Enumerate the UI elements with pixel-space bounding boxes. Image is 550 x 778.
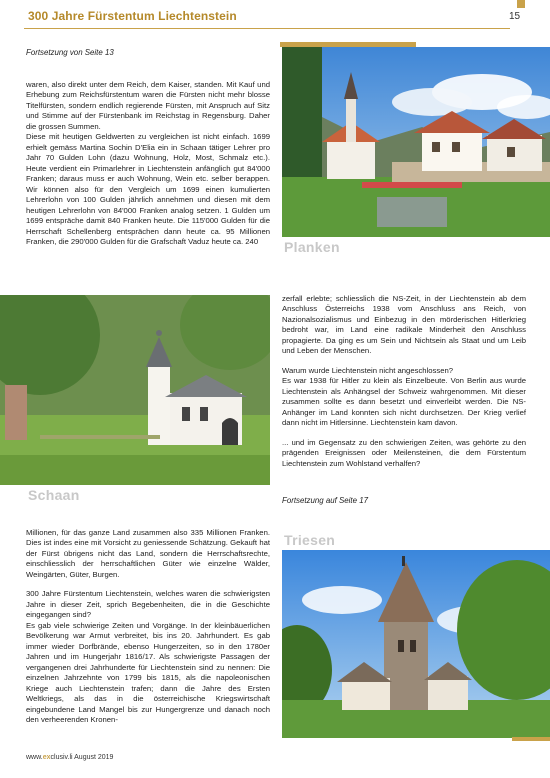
article-column-2 bbox=[282, 294, 526, 469]
footer-url-prefix: www. bbox=[26, 754, 43, 761]
header-rule bbox=[24, 28, 510, 29]
continued-on-note: Fortsetzung auf Seite 17 bbox=[282, 496, 368, 505]
paragraph: Millionen, für das ganze Land zusammen also 335 Millionen Franken. Dies ist indes eine mit Vorsicht zu geniessende Schätzung. Gekauft hat der Fürst übrigens nicht das Land, sondern die Herrschaftsrechte, einschliesslich der herrschaftlichen Güter wie einzelne Wälder, Weingärten, Güter, Burgen. bbox=[26, 528, 270, 579]
paragraph: waren, also direkt unter dem Reich, dem Kaiser, standen. Mit Kauf und Erhebung zum Reichsfürstentum waren die Fürsten nicht mehr blosse Titelfürsten, sondern endlich regierende Fürsten, mit Anspruch auf Sitz und Stimme auf der Fürstenbank im Reichstag in Regensburg. Daher die grossen Summen. bbox=[26, 80, 270, 131]
question-paragraph: ... und im Gegensatz zu den schwierigen Zeiten, was gehörte zu den prägenden Ereignissen oder Meilensteinen, die dem Fürstentum Liechtenstein zum Wohlstand verhalfen? bbox=[282, 437, 526, 468]
schaan-photo bbox=[0, 295, 270, 485]
page-number: 15 bbox=[509, 11, 521, 22]
footer-url-brand: ex bbox=[42, 754, 51, 761]
footer-url-rest: clusiv.li bbox=[50, 754, 73, 761]
running-header-title: 300 Jahre Fürstentum Liechtenstein bbox=[28, 9, 237, 23]
subheading-question: Warum wurde Liechtenstein nicht angeschlossen? bbox=[282, 365, 454, 375]
triesen-photo bbox=[282, 550, 550, 738]
planken-photo bbox=[282, 47, 550, 237]
paragraph: Es war 1938 für Hitler zu klein als Einzelbeute. Von Berlin aus wurde Liechtenstein als Anhängsel der Schweiz wahrgenommen. Mit dieser zusammen sollte es dann besetzt und einverleibt werden. Die NS-Anhänger im Land konnten sich nicht durchsetzen. Der Krieg verlief dann nicht im Hitlersinne. Liechtenstein kam davon. bbox=[282, 376, 526, 428]
page-corner-tab bbox=[517, 0, 525, 8]
article-column-1-top bbox=[26, 80, 270, 248]
photo-caption-schaan: Schaan bbox=[28, 487, 80, 503]
paragraph: zerfall erlebte; schliesslich die NS-Zeit, in der Liechtenstein ab dem Anschluss Österreichs 1938 vom Anschluss ans Reich, von Nazionalsozialismus und Einbezug in den mörderischen Hitlerkrieg bedroht war, im Land eine radikale Minderheit den Anschluss propagierte. Da ging es um Sein und Nichtsein als Staat und um Leib und Leben der Menschen. bbox=[282, 294, 526, 356]
paragraph: Es gab viele schwierige Zeiten und Vorgänge. In der kleinbäuerlichen Bevölkerung war Armut verbreitet, bis ins 20. Jahrhundert. Es gab immer wieder Dorfbrände, ebenso Hungerzeiten, so in den 1780er Jahren und im Hungerjahr 1816/17. Als schwierigste Passagen der vergangenen drei Jahrhunderte für Liechtenstein sind zu nennen: Die einzelnen Jahrzehnte von 1799 bis 1815, als die napoleonischen Kriege auch Liechtenstein trafen; dann die Jahre des Ersten Weltkriegs, als das in die österreichische Kriegswirtschaft eingebundene Land Mangel bis zur Hungergrenze und danach noch den verheerenden Kronen- bbox=[26, 620, 270, 724]
question-paragraph: 300 Jahre Fürstentum Liechtenstein, welches waren die schwierigsten Jahre in dieser Zeit, sprich Begebenheiten, die in die Geschichte eingegangen sind? bbox=[26, 589, 270, 620]
page-footer bbox=[26, 754, 113, 761]
paragraph: Diese mit heutigen Geldwerten zu vergleichen ist nicht einfach. 1699 erhielt gemäss Martina Sochin D'Elia ein in Schaan tätiger Lehrer pro Jahr 70 Gulden Lohn (dazu Wohnung, Holz, Most, Schmalz etc.). Heute verdient ein Primarlehrer in Liechtenstein anfänglich gut 84'000 Franken; daraus muss er auch Wohnung, Wein etc. selber berappen. Wir können also für den Vergleich um 1699 einen kumulierten Lehrerlohn von 100 Gulden jährlich annehmen und diesen mit dem heutigen Lehrerlohn von 84'000 Franken analog setzen. 1 Gulden um 1699 entspräche damit 840 Franken heute. Die 115'000 Gulden für die Herrschaft Schellenberg entsprächen dann heute ca. 95 Millionen Franken, die 290'000 Gulden für die Grafschaft Vaduz heute ca. 240 bbox=[26, 132, 270, 247]
photo-caption-triesen: Triesen bbox=[284, 532, 336, 548]
photo-accent-bar bbox=[512, 737, 550, 741]
footer-date: August 2019 bbox=[74, 754, 114, 761]
continued-from-note: Fortsetzung von Seite 13 bbox=[26, 48, 114, 57]
article-column-1-bottom bbox=[26, 528, 270, 725]
photo-caption-planken: Planken bbox=[284, 239, 340, 255]
